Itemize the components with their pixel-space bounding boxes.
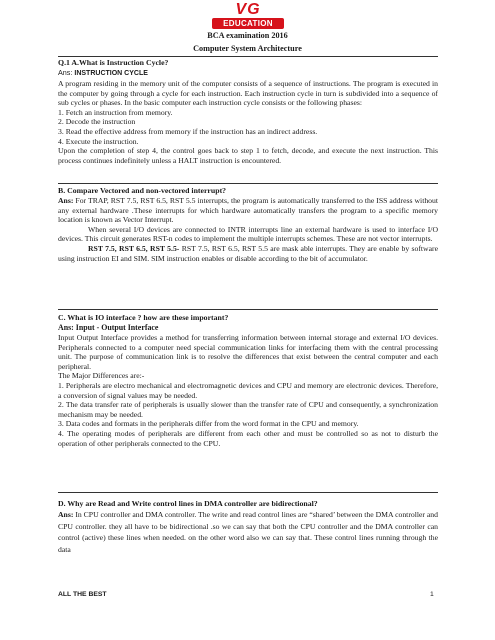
answer-label: Ans: xyxy=(58,68,75,77)
question-b-para-2: When several I/O devices are connected to INTR interrupts line an external hardware is used to interface I/O devices. This circuit generates RST-n codes to implement the multiple interrupts schemes. These are not vector interrupts. xyxy=(58,224,438,244)
answer-heading: INSTRUCTION CYCLE xyxy=(74,70,148,77)
question-b-title: B. Compare Vectored and non-vectored interrupt? xyxy=(58,186,227,195)
answer-text: For TRAP, RST 7.5, RST 6.5, RST 5.5 interrupts, the program is automatically transferred to the ISS address without any external hardware .These interrupts for which hardware automatically transfers the program to a specific memory location is known as Vector Interrupt. xyxy=(58,196,438,225)
page-number: 1 xyxy=(430,591,434,598)
difference-4: 4. The operating modes of peripherals are different from each other and must be controlled so as not to disturb the operation of other peripherals connected to the CPU. xyxy=(58,428,438,448)
step-1: 1. Fetch an instruction from memory. xyxy=(58,107,173,117)
answer-label: Ans: xyxy=(58,196,74,205)
answer-text: In CPU controller and DMA controller. The write and read control lines are “shared’ between the DMA controller and CPU controller. they all have to be bidirectional .so we can say that both the CPU controller and the DMA controller can control (active) these lines when needed. on the other word also we can say that. These control lines running through the data xyxy=(58,510,438,554)
question-1-intro: A program residing in the memory unit of the computer consists of a sequence of instructions. The program is executed in the computer by going through a cycle for each instruction. Each instruction cycle in turn is subdivided into a sequence of sub cycles or phases. In the basic computer each instruction cycle consists or the following phases: xyxy=(58,79,438,108)
logo-word: EDUCATION xyxy=(212,18,284,29)
section-rule xyxy=(58,183,438,184)
step-3: 3. Read the effective address from memory if the instruction has an indirect address. xyxy=(58,126,318,136)
question-c-title: C. What is IO interface ? how are these important? xyxy=(58,313,229,322)
section-rule xyxy=(58,492,438,493)
vg-education-logo xyxy=(212,2,284,30)
question-b-para-3 xyxy=(58,244,438,263)
question-c-para-1: Input Output Interface provides a method for transferring information between internal storage and external I/O devices. Peripherals connected to a computer need special communication links for interfacing them with the central processing unit. The purpose of communication link is to resolve the differences that exist between the central computer and each peripheral. xyxy=(58,333,438,371)
logo-mark: VG xyxy=(235,1,261,18)
question-1-outro: Upon the completion of step 4, the control goes back to step 1 to fetch, decode, and execute the next instruction. This process continues indefinitely unless a HALT instruction is encountered. xyxy=(58,146,438,165)
question-1-answer-heading xyxy=(58,68,438,79)
para-text: RST 7.5, RST 6.5, RST 5.5 are mask able interrupts. They are enable by software using instruction EI and SIM. SIM instruction enables or disable according to the bit of accumulator. xyxy=(58,243,438,263)
para-lead: RST 7.5, RST 6.5, RST 5.5- xyxy=(88,243,180,253)
difference-1: 1. Peripherals are electro mechanical and electromagnetic devices and CPU and memory are electronic devices. Therefore, a conversion of signal values may be needed. xyxy=(58,380,438,400)
step-4: 4. Execute the instruction. xyxy=(58,136,139,146)
difference-3: 3. Data codes and formats in the peripherals differ from the word format in the CPU and memory. xyxy=(58,419,359,429)
question-1-title: Q.1 A.What is Instruction Cycle? xyxy=(58,58,169,67)
question-c xyxy=(58,313,438,448)
question-b xyxy=(58,186,438,263)
question-d-title: D. Why are Read and Write control lines in DMA controller are bidirectional? xyxy=(58,499,318,508)
question-1 xyxy=(58,58,438,165)
question-d-para-1 xyxy=(58,509,438,555)
subject-title: Computer System Architecture xyxy=(193,44,302,53)
step-2: 2. Decode the instruction xyxy=(58,117,136,127)
differences-heading: The Major Differences are:- xyxy=(58,371,145,381)
exam-title: BCA examination 2016 xyxy=(207,31,288,40)
question-b-para-1 xyxy=(58,196,438,225)
footer-text: ALL THE BEST xyxy=(58,591,107,598)
difference-2: 2. The data transfer rate of peripherals is usually slower than the transfer rate of CPU and consequently, a synchronization mechanism may be needed. xyxy=(58,400,438,419)
answer-label: Ans: xyxy=(58,510,74,519)
header-rule xyxy=(58,56,438,57)
question-c-answer-heading: Ans: Input - Output Interface xyxy=(58,323,159,332)
section-rule xyxy=(58,309,438,310)
question-d xyxy=(58,499,438,555)
